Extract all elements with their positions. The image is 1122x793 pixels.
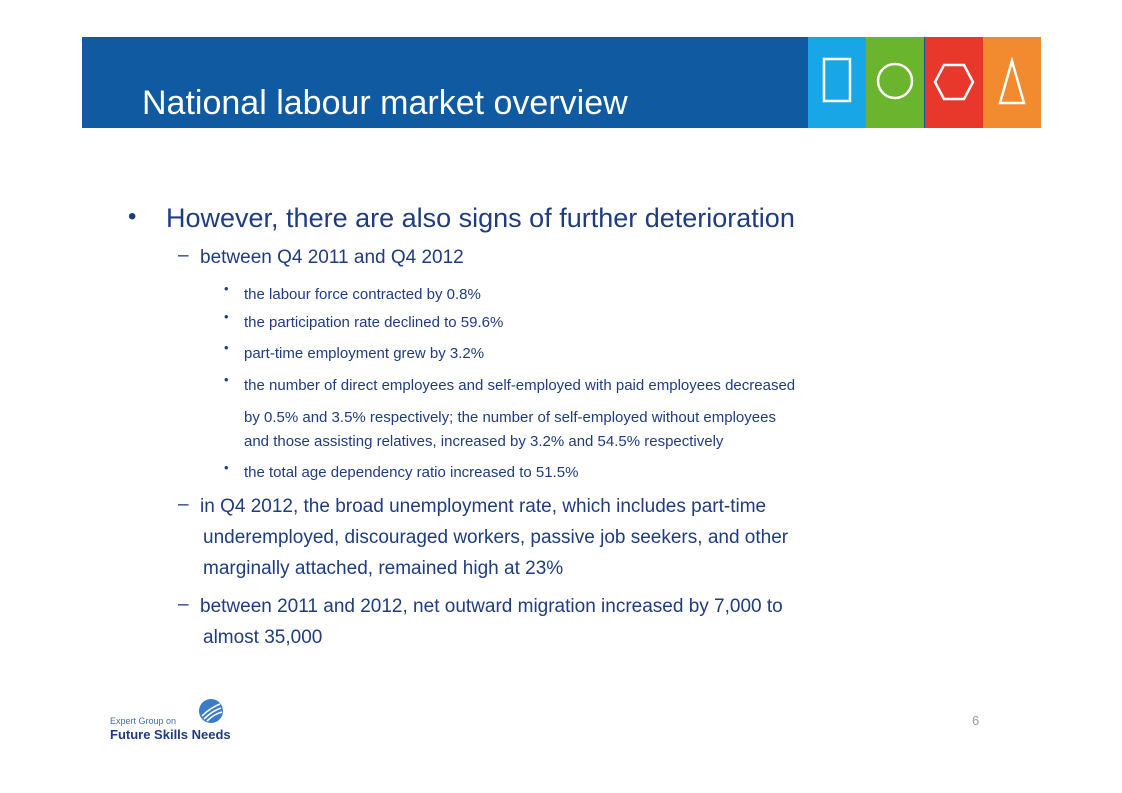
circle-block [866,37,924,128]
dash-icon: – [178,245,189,266]
globe-icon [198,698,224,724]
main-heading: However, there are also signs of further deterioration [166,203,795,233]
detail-item: the labour force contracted by 0.8% [244,286,481,303]
bullet-icon: • [224,340,229,355]
bullet-icon: • [224,281,229,296]
sub-point-1: between Q4 2011 and Q4 2012 [200,247,464,268]
bullet-icon: • [128,203,137,230]
logo-title: Future Skills Needs [110,727,231,742]
sub-point-3-continuation: almost 35,000 [203,627,323,648]
triangle-block [983,37,1041,128]
bullet-icon: • [224,309,229,324]
page-number: 6 [972,713,980,728]
detail-item: the total age dependency ratio increased to 51.5% [244,464,579,481]
detail-item: part-time employment grew by 3.2% [244,345,485,362]
sub-point-2-continuation: marginally attached, remained high at 23% [203,558,564,579]
square-block [808,37,866,128]
detail-item-continuation: by 0.5% and 3.5% respectively; the number of self-employed without employees [244,409,776,426]
triangle-icon [983,37,1041,128]
sub-point-2: in Q4 2012, the broad unemployment rate, which includes part-time [200,496,767,517]
detail-item: the participation rate declined to 59.6% [244,314,504,331]
sub-point-2-continuation: underemployed, discouraged workers, passive job seekers, and other [203,527,789,548]
hexagon-block [925,37,983,128]
logo-subtitle: Expert Group on [110,716,177,726]
sub-point-3: between 2011 and 2012, net outward migration increased by 7,000 to [200,596,783,617]
square-icon [808,37,866,128]
slide-title: National labour market overview [142,84,628,122]
dash-icon: – [178,494,189,515]
detail-item-continuation: and those assisting relatives, increased by 3.2% and 54.5% respectively [244,433,724,450]
hexagon-icon [925,37,983,128]
bullet-icon: • [224,460,229,475]
detail-item: the number of direct employees and self-employed with paid employees decreased [244,377,796,394]
dash-icon: – [178,594,189,615]
bullet-icon: • [224,372,229,387]
circle-icon [866,37,924,128]
